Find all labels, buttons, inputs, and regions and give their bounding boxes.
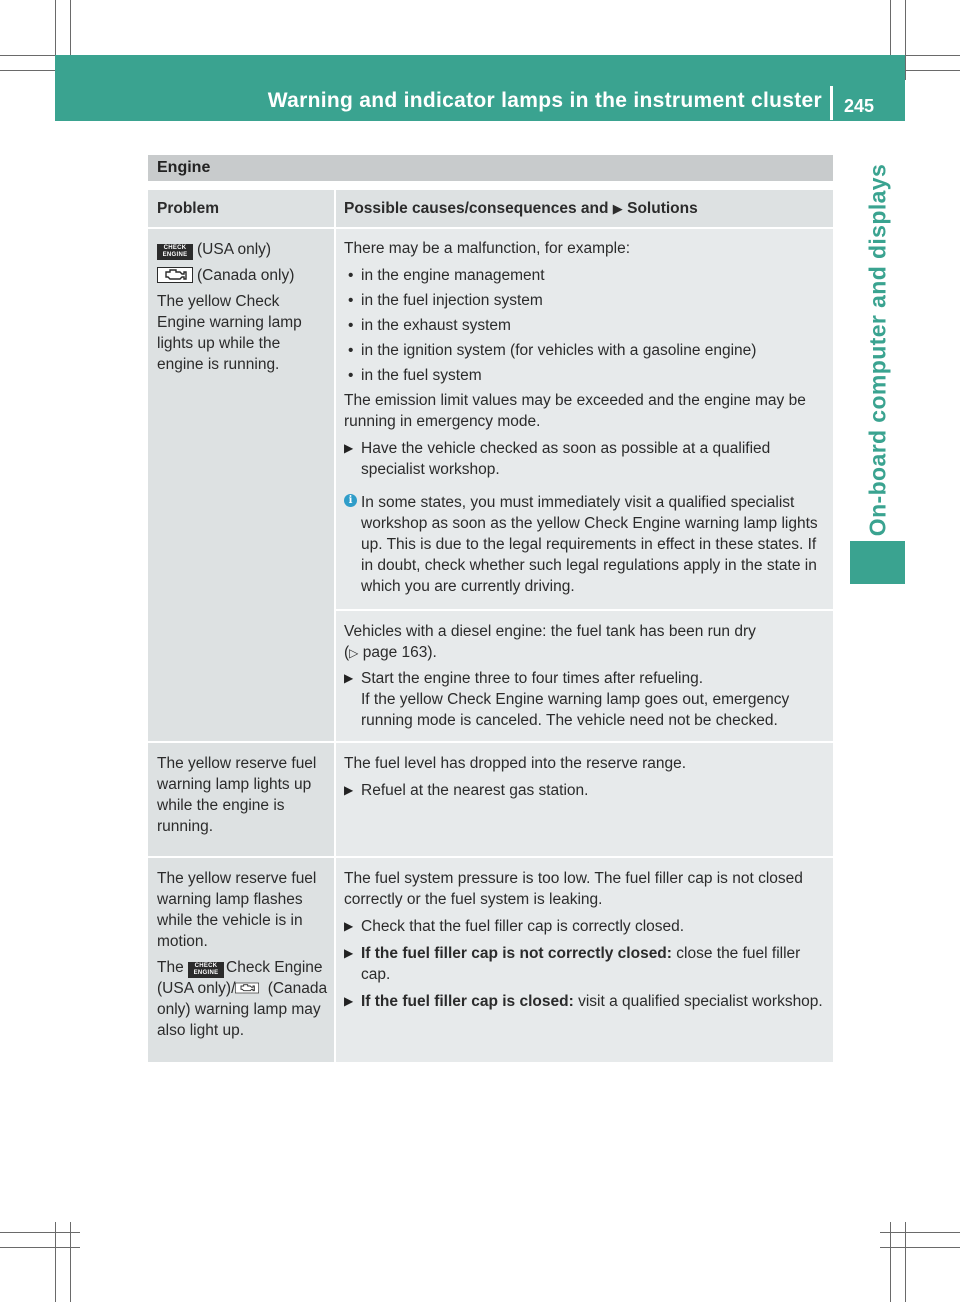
- list-item: • in the ignition system (for vehicles with a gasoline engine): [344, 340, 827, 361]
- crop-mark: [890, 1222, 891, 1302]
- crop-mark: [0, 1232, 80, 1233]
- page-number: 245: [844, 96, 875, 116]
- list-item: • in the engine management: [344, 265, 827, 286]
- causes-cell: There may be a malfunction, for example: • in the engine management • in the fuel injection system • in the exhaust system • in the ignition system (for vehicles with a gasoline engine) • in the fuel system The emission limit values may be exceeded and the engine may be running in emergency mode. ▶ Have the vehicle checked as soon as possible at a qualified specialist workshop. i In some states, you must immediately visit a qualified specialist workshop as soon as the yellow Check Engine warning lamp lights up. This is due to the legal requirements in effect in these states. If in doubt, check whether such legal regulations apply in the state in which you are currently driving. Vehicles with a diesel engine: the fuel tank has been run dry (▷ page 163). ▶ Start the engine three to four times after refueling. If the yellow Check Engine warning lamp goes out, emergency running mode is canceled. The vehicle need not be checked.: [336, 229, 833, 741]
- chapter-marker-block: [850, 541, 905, 584]
- action-arrow-icon: ▶: [344, 946, 354, 960]
- table-header-row: [148, 190, 833, 229]
- crop-mark: [70, 1222, 71, 1302]
- check-engine-lamp-icon: CHECK ENGINE: [188, 962, 224, 978]
- table-row: [148, 858, 833, 1064]
- problem-cell: The yellow reserve fuel warning lamp flashes while the vehicle is in motion. The CHECK ENGINE Check Engine (USA only)/ (Canada only) warning lamp may also light up.: [148, 858, 336, 1062]
- table-row: [148, 743, 833, 858]
- action-arrow-icon: ▶: [344, 994, 354, 1008]
- chapter-side-tab: On-board computer and displays: [864, 163, 891, 537]
- page-reference-link[interactable]: page 163).: [362, 644, 437, 661]
- problem-cell: CHECK ENGINE (USA only) (Canada only) The yellow Check Engine warning lamp lights up while the engine is running.: [148, 229, 336, 741]
- list-item: • in the fuel system: [344, 365, 827, 386]
- section-title: Engine: [157, 159, 211, 176]
- engine-symbol-icon: [157, 267, 193, 283]
- crop-mark: [880, 1232, 960, 1233]
- crop-mark: [880, 1247, 960, 1248]
- causes-cell: The fuel system pressure is too low. The fuel filler cap is not closed correctly or the fuel system is leaking. ▶ Check that the fuel filler cap is correctly closed. ▶ If the fuel filler cap is not correctly closed: close the fuel filler cap. ▶ If the fuel filler cap is closed: visit a qualified specialist workshop.: [336, 858, 833, 1062]
- crop-mark: [55, 1222, 56, 1302]
- list-item: • in the fuel injection system: [344, 290, 827, 311]
- column-header-causes: Possible causes/consequences and ▶ Solutions: [336, 190, 833, 227]
- action-arrow-icon: ▶: [612, 201, 623, 216]
- table-row: [148, 229, 833, 743]
- problem-cell: The yellow reserve fuel warning lamp lights up while the engine is running.: [148, 743, 336, 856]
- action-arrow-icon: ▶: [344, 783, 354, 797]
- list-item: • in the exhaust system: [344, 315, 827, 336]
- action-arrow-icon: ▶: [344, 671, 354, 685]
- info-icon: i: [344, 494, 357, 507]
- column-header-problem: Problem: [148, 190, 336, 227]
- page-ref-arrow-icon: ▷: [349, 646, 359, 660]
- action-arrow-icon: ▶: [344, 919, 354, 933]
- action-arrow-icon: ▶: [344, 441, 354, 455]
- check-engine-lamp-icon: CHECK ENGINE: [157, 244, 193, 260]
- engine-warning-table: [148, 190, 833, 1064]
- crop-mark: [0, 1247, 80, 1248]
- causes-cell: The fuel level has dropped into the reserve range. ▶ Refuel at the nearest gas station.: [336, 743, 833, 856]
- section-heading: [148, 155, 833, 181]
- crop-mark: [905, 1222, 906, 1302]
- engine-symbol-icon: [235, 980, 259, 996]
- page-header-title: Warning and indicator lamps in the instrument cluster: [267, 89, 822, 112]
- header-divider: [830, 86, 833, 120]
- crop-mark: [905, 0, 906, 80]
